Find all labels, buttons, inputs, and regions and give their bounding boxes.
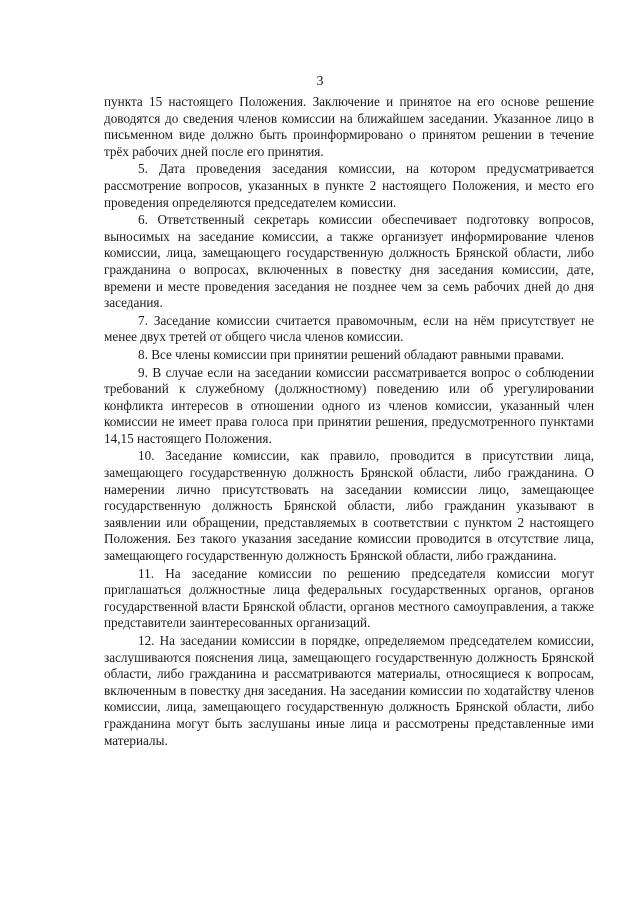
page-number: 3 [316, 74, 324, 89]
paragraph-5: 5. Дата проведения заседания комиссии, на котором предусматривается рассмотрение вопросов, указанных в пункте 2 настоящего Положения, и место его проведения определяются председателем комиссии. [104, 161, 594, 210]
paragraph-9: 9. В случае если на заседании комиссии рассматривается вопрос о соблюдении требований к служебному (должностному) поведению или об урегулировании конфликта интересов в отношении одного из членов комиссии, указанный член комиссии не имеет права голоса при принятии решения, предусмотренного пунктами 14,15 настоящего Положения. [104, 364, 594, 446]
paragraph-7: 7. Заседание комиссии считается правомочным, если на нём присутствует не менее двух третей от общего числа членов комиссии. [104, 312, 594, 345]
paragraph-8: 8. Все члены комиссии при принятии решений обладают равными правами. [138, 346, 565, 362]
paragraph-10: 10. Заседание комиссии, как правило, проводится в присутствии лица, замещающего государственную должность Брянской области, либо гражданина. О намерении лично присутствовать на заседании комиссии лицо, замещающее государственную должность Брянской области, либо гражданин указывают в заявлении или обращении, представляемых в соответствии с пунктом 2 настоящего Положения. Без такого указания заседание комиссии проводится в отсутствие лица, замещающего государственную должность Брянской области, либо гражданина. [104, 448, 594, 564]
paragraph-11: 11. На заседание комиссии по решению председателя комиссии могут приглашаться должностные лица федеральных государственных органов, органов государственной власти Брянской области, органов местного самоуправления, а также представители заинтересованных организаций. [104, 565, 594, 631]
paragraph-continuation: пункта 15 настоящего Положения. Заключение и принятое на его основе решение доводятся до сведения членов комиссии на ближайшем заседании. Указанное лицо в письменном виде должно быть проинформировано о принятом решении в течение трёх рабочих дней после его принятия. [104, 94, 594, 159]
paragraph-12: 12. На заседании комиссии в порядке, определяемом председателем комиссии, заслушиваются пояснения лица, замещающего государственную должность Брянской области, либо гражданина и рассматриваются материалы, относящиеся к вопросам, включенным в повестку дня заседания. На заседании комиссии по ходатайству членов комиссии, лица, замещающего государственную должность Брянской области, либо гражданина могут быть заслушаны иные лица и рассмотрены представленные ими материалы. [104, 633, 594, 748]
paragraph-6: 6. Ответственный секретарь комиссии обеспечивает подготовку вопросов, выносимых на заседание комиссии, а также организует информирование членов комиссии, лица, замещающего государственную должность Брянской области, либо гражданина о вопросах, включенных в повестку дня заседания комиссии, дате, времени и месте проведения заседания не позднее чем за семь рабочих дней до дня заседания. [104, 212, 594, 311]
document-body [104, 94, 594, 750]
